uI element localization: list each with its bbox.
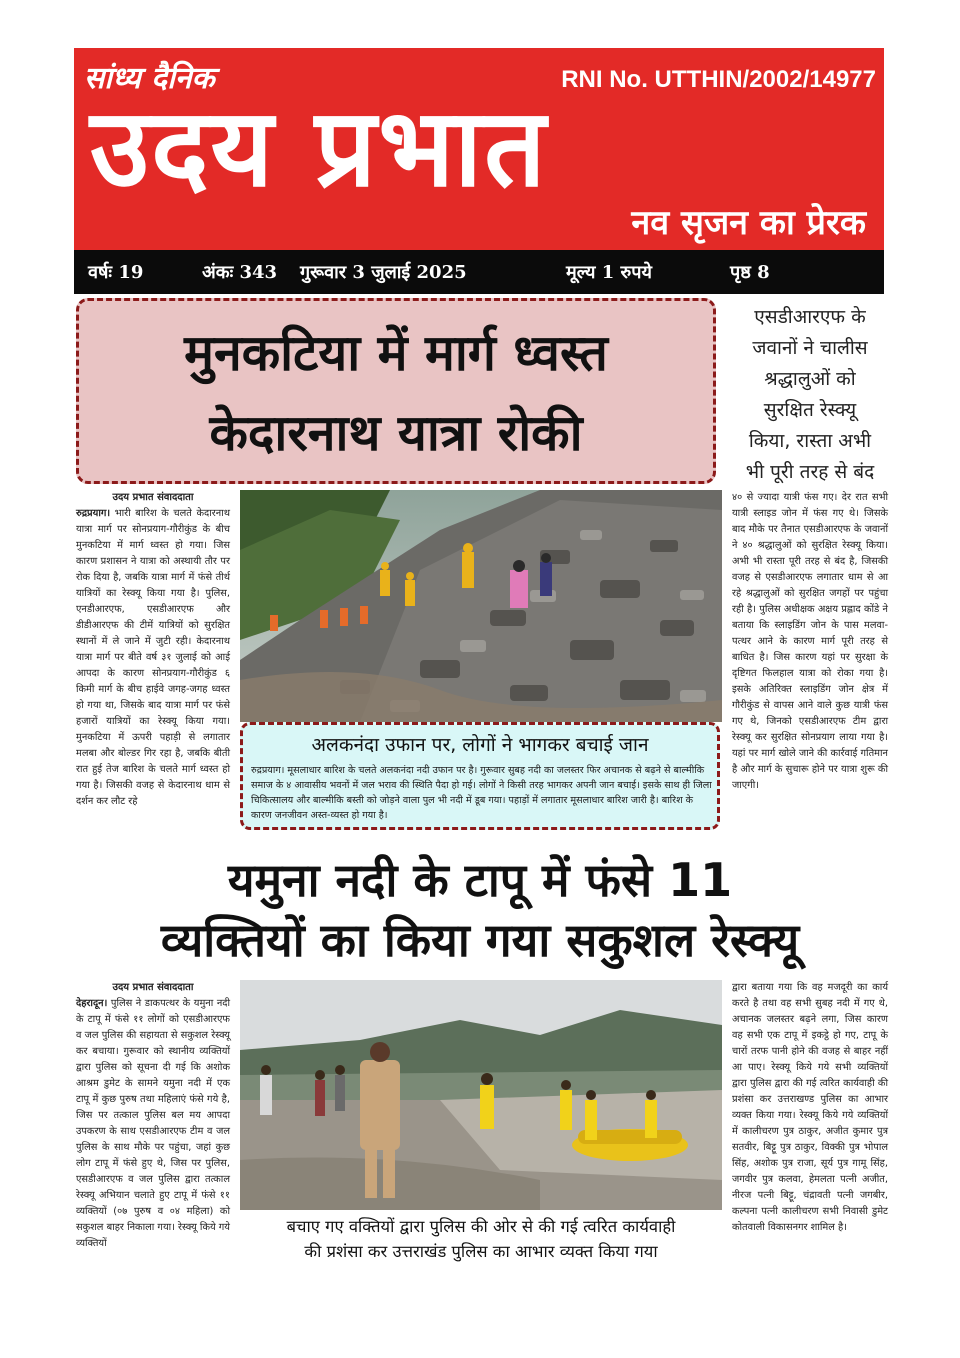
- headline-1-line-2: केदारनाथ यात्रा रोकी: [209, 404, 583, 462]
- dateline: रुद्रप्रयाग।: [76, 508, 111, 519]
- headline-2-line-1: यमुना नदी के टापू में फंसे 11: [227, 853, 733, 907]
- story-1-column-left: [76, 490, 230, 810]
- story-2-column-left: [76, 980, 230, 1252]
- story-1-column-right: ४० से ज्यादा यात्री फंस गए। देर रात सभी यात्री स्लाइड जोन में फंस गए थे। जिसके बाद मौके पर तैनात एसडीआरएफ के जवानों ने ४० श्रद्धालुओं को सुरक्षित रेस्क्यू किया। अभी भी रास्ता पूरी तरह से बंद है, जिसकी वजह से एसडीआरएफ लगातार धाम से आ रहे श्रद्धालुओं को सुरक्षित जगहों पर पहुंचा रही है। पुलिस अधीक्षक अक्षय प्रह्लाद कोंडे ने बताया कि स्लाइडिंग जोन के पास मलवा-पत्थर आने के कारण मार्ग पूरी तरह से बाधित है। जिस कारण यहां पर सुरक्षा के दृष्टिगत फिलहाल यात्रा को रोका गया है। इसके अतिरिक्त स्लाइडिंग जोन क्षेत्र में गौरीकुंड से वापस आने वाले कुछ यात्री फंस गए थे, जिनको एसडीआरएफ टीम द्वारा रेस्क्यू कर सुरक्षित सोनप्रयाग लाया गया है। यहां पर मार्ग खोले जाने की कार्रवाई गतिमान है और मार्ग के सुचारू होने पर यात्रा शुरू की जाएगी।: [732, 492, 888, 791]
- issue-number: अंकः 343: [202, 262, 278, 283]
- headline-1-line-1: मुनकटिया में मार्ग ध्वस्त: [184, 324, 608, 382]
- story-1-text-left: भारी बारिश के चलते केदारनाथ यात्रा मार्ग पर सोनप्रयाग-गौरीकुंड के बीच मुनकटिया में मार्ग ध्वस्त हो गया। जिस कारण प्रशासन ने यात्रा को अस्थायी तौर पर रोक दिया है, जबकि यात्रा मार्ग में फंसे तीर्थ यात्रियों का रेस्क्यू किया गया है। पुलिस, एनडीआरएफ, एसडीआरएफ और डीडीआरएफ की टीमें यात्रियों को सुरक्षित स्थानों में ले जाने में जुटी रही। केदारनाथ यात्रा मार्ग पर बीते वर्ष ३१ जुलाई को आई आपदा के कारण सोनप्रयाग-गौरीकुंड ६ किमी मार्ग के बीच हाईवे जगह-जगह ध्वस्त हो गया था, जिसके बाद यात्रा मार्ग पर फंसे हजारों यात्रियों का रेस्क्यू किया गया। मुनकटिया में ऊपरी पहाड़ी से लगातार मलबा और बोल्डर गिर रहा है, जबकि बीती रात हुई तेज बारिश के चलते मार्ग ध्वस्त हो गया है। जिसकी वजह से केदारनाथ धाम से दर्शन कर लौट रहे: [76, 508, 230, 807]
- landslide-image: [240, 490, 722, 722]
- masthead-slogan: नव सृजन का प्रेरक: [631, 203, 866, 243]
- side-headline-line: एसडीआरएफ के: [754, 306, 866, 328]
- caption-line-1: बचाए गए वक्तियों द्वारा पुलिस की ओर से की गई त्वरित कार्यवाही: [286, 1217, 676, 1236]
- caption-line-2: की प्रशंसा कर उत्तराखंड पुलिस का आभार व्यक्त किया गया: [304, 1242, 658, 1261]
- rescue-photo: [240, 980, 722, 1210]
- rescue-image: [240, 980, 722, 1210]
- side-headline-line: जवानों ने चालीस: [752, 337, 868, 359]
- substory-box: [240, 722, 720, 830]
- substory-text: रुद्रप्रयाग। मूसलाधार बारिश के चलते अलकनंदा नदी उफान पर है। गुरूवार सुबह नदी का जलस्तर फिर अचानक से बढ़ने से बाल्मीकि समाज के ४ आवासीय भवनों में जल भराव की स्थिति पैदा हो गई। लोगों ने किसी तरह भागकर अपनी जान बचाई। इसके साथ ही जिला चिकित्सालय और बाल्मीकि बस्ती को जोड़ने वाला पुल भी नदी में डूब गया। पहाड़ों में लगातार मूसलाधार बारिश जारी है। बारिश के कारण जनजीवन अस्त-व्यस्त हो गया है।: [251, 765, 712, 821]
- issue-info-bar: [74, 250, 884, 294]
- side-headline-line: सुरक्षित रेस्क्यू: [763, 399, 857, 421]
- story-2-text-left: पुलिस ने डाकपत्थर के यमुना नदी के टापू में फंसे ११ लोगों को एसडीआरएफ व जल पुलिस की सहायता से सकुशल रेस्क्यू कर बचाया। गुरूवार को स्थानीय व्यक्तियों द्वारा पुलिस को सूचना दी गई कि अशोक आश्रम डुमेट के सामने यमुना नदी में एक टापू में कुछ पुरुष तथा महिलाएं फंसे गये है, जिस पर तत्काल पुलिस बल मय आपदा उपकरण के साथ एसडीआरएफ टीम व जल पुलिस के साथ मौके पर पहुंचा, जहां कुछ लोग टापू में फंसे हुए थे, जिस पर पुलिस, एसडीआरएफ व जल पुलिस द्वारा तत्काल रेस्क्यू अभियान चलाते हुए टापू में फंसे ११ व्यक्तियों (०७ पुरुष व ०४ महिला) को सकुशल बाहर निकाला गया। रेस्क्यू किये गये व्यक्तियों: [76, 998, 230, 1249]
- byline: उदय प्रभात संवाददाता: [112, 982, 194, 993]
- photo-caption: [240, 1214, 722, 1264]
- masthead: [74, 48, 884, 250]
- rni-number: RNI No. UTTHIN/2002/14977: [561, 66, 876, 93]
- newspaper-name: उदय प्रभात: [90, 86, 548, 211]
- side-headline-line: श्रद्धालुओं को: [764, 368, 856, 390]
- side-headline-line: किया, रास्ता अभी: [748, 430, 872, 452]
- headline-2-line-2: व्यक्तियों का किया गया सकुशल रेस्क्यू: [160, 913, 800, 967]
- issue-date: गुरूवार 3 जुलाई 2025: [300, 262, 467, 283]
- story-2-column-right: द्वारा बताया गया कि वह मजदूरी का कार्य करते है तथा वह सभी सुबह नदी में गए थे, अचानक जलस्तर बढ़ने लगा, जिस कारण वह सभी एक टापू में इकट्ठे हो गए, टापू के चारों तरफ पानी होने की वजह से बाहर नहीं आ पाए। रेस्क्यू किये गये सभी व्यक्तियों द्वारा पुलिस द्वारा की गई त्वरित कार्यवाही की प्रशंसा कर उत्तराखण्ड पुलिस का आभार व्यक्त किया गया। रेस्क्यू किये गये व्यक्तियों में कालीचरण पुत्र ठाकुर, अजीत कुमार पुत्र सतवीर, बिट्टू पुत्र ठाकुर, विक्की पुत्र भोपाल सिंह, अशोक पुत्र राजा, सूर्य पुत्र गामू सिंह, जगवीर पुत्र कलवा, हेमलता पत्नी अजीत, नीरज पत्नी बिट्टू, चंद्रावती पत्नी जगबीर, कल्पना पत्नी कालीचरण सभी निवासी डुमेट कोतवाली विकासनगर शामिल है।: [732, 982, 888, 1233]
- issue-year: वर्षः 19: [88, 262, 144, 283]
- byline: उदय प्रभात संवाददाता: [112, 492, 194, 503]
- landslide-photo: [240, 490, 722, 722]
- dateline: देहरादून।: [76, 998, 108, 1009]
- issue-price: मूल्य 1 रुपये: [566, 262, 652, 283]
- substory-headline: अलकनंदा उफान पर, लोगों ने भागकर बचाई जान: [311, 734, 649, 756]
- side-headline: [730, 302, 890, 488]
- side-headline-line: भी पूरी तरह से बंद: [745, 461, 875, 483]
- headline-box-1: [76, 298, 716, 484]
- masthead-tagline: सांध्य दैनिक: [84, 61, 215, 96]
- page-count: पृष्ठ 8: [730, 262, 770, 283]
